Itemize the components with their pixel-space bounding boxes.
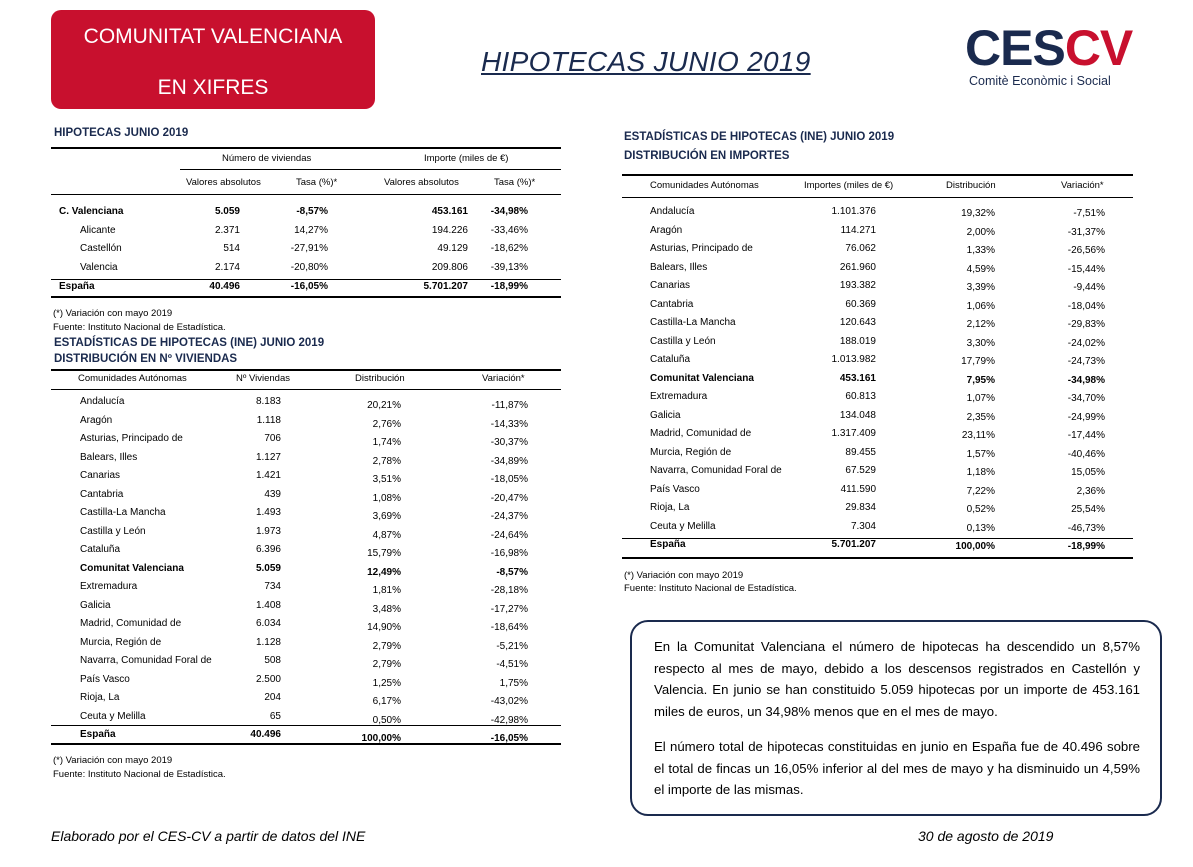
- viviendas-value: 2.174: [214, 262, 240, 273]
- variation-value: -24,99%: [1067, 412, 1105, 423]
- table1-col-2: Tasa (%)*: [296, 177, 338, 188]
- row-label: Ceuta y Melilla: [80, 711, 146, 722]
- table3-note: (*) Variación con mayo 2019: [624, 570, 744, 581]
- row-label: España: [650, 539, 686, 550]
- importe-value: 209.806: [431, 262, 468, 273]
- table1-top-rule: [51, 147, 561, 149]
- table2-source: Fuente: Instituto Nacional de Estadística.: [53, 769, 226, 780]
- importe-value: 29.834: [845, 502, 876, 513]
- importe-value: 120.643: [839, 317, 876, 328]
- importe-value: 193.382: [839, 280, 876, 291]
- banner-line-1: COMUNITAT VALENCIANA: [83, 25, 343, 48]
- table1-col-3: Valores absolutos: [384, 177, 459, 188]
- table1-group-rule: [180, 169, 561, 170]
- variation-value: -30,37%: [490, 437, 528, 448]
- table2-col-3: Distribución: [355, 373, 405, 384]
- importe-value: 453.161: [431, 206, 468, 217]
- row-label: Asturias, Principado de: [650, 243, 753, 254]
- viviendas-value: 8.183: [255, 396, 281, 407]
- table1-col-1: Valores absolutos: [186, 177, 261, 188]
- table1-title: HIPOTECAS JUNIO 2019: [54, 127, 189, 139]
- row-label: Cataluña: [80, 544, 121, 555]
- row-label: Murcia, Región de: [650, 447, 732, 458]
- variation-value: -18,04%: [1067, 301, 1105, 312]
- row-label: Aragón: [80, 415, 113, 426]
- importe-value: 7.304: [850, 521, 876, 532]
- importe-rate: -34,98%: [490, 206, 528, 217]
- importe-value: 1.101.376: [831, 206, 876, 217]
- importe-value: 134.048: [839, 410, 876, 421]
- variation-value: -14,33%: [490, 419, 528, 430]
- distribution-value: 100,00%: [955, 541, 995, 552]
- distribution-value: 2,79%: [372, 641, 401, 652]
- table3-col-3: Distribución: [946, 180, 996, 191]
- viviendas-value: 5.059: [255, 563, 281, 574]
- distribution-value: 0,52%: [966, 504, 995, 515]
- viviendas-rate: -16,05%: [290, 281, 328, 292]
- variation-value: -16,05%: [490, 733, 528, 744]
- variation-value: -24,37%: [490, 511, 528, 522]
- table2-total-rule: [51, 725, 561, 726]
- importe-value: 188.019: [839, 336, 876, 347]
- table2-top-rule: [51, 369, 561, 371]
- row-label: Murcia, Región de: [80, 637, 162, 648]
- importe-value: 453.161: [839, 373, 876, 384]
- summary-paragraph-2: El número total de hipotecas constituidas en junio en España fue de 40.496 sobre el total de fincas un 16,05% inferior al del mes de mayo y ha disminuido un 4,59% el importe de las mismas.: [654, 739, 1140, 797]
- viviendas-value: 508: [264, 655, 281, 666]
- variation-value: -18,99%: [1067, 541, 1105, 552]
- table2-col-1: Comunidades Autónomas: [78, 373, 187, 384]
- distribution-value: 14,90%: [367, 622, 401, 633]
- importe-value: 76.062: [845, 243, 876, 254]
- logo-cv: CV: [1064, 20, 1133, 76]
- viviendas-value: 40.496: [209, 281, 240, 292]
- distribution-value: 2,78%: [372, 456, 401, 467]
- distribution-value: 6,17%: [372, 696, 401, 707]
- table3-source: Fuente: Instituto Nacional de Estadística.: [624, 583, 797, 594]
- table1-total-rule: [51, 279, 561, 280]
- viviendas-value: 1.408: [255, 600, 281, 611]
- variation-value: 25,54%: [1071, 504, 1105, 515]
- table1-bottom-rule: [51, 296, 561, 298]
- row-label: Alicante: [80, 225, 116, 236]
- distribution-value: 20,21%: [367, 400, 401, 411]
- distribution-value: 3,51%: [372, 474, 401, 485]
- table1-note: (*) Variación con mayo 2019: [53, 308, 173, 319]
- importe-value: 411.590: [840, 484, 876, 495]
- distribution-value: 1,57%: [966, 449, 995, 460]
- logo-subtitle: Comitè Econòmic i Social: [969, 74, 1111, 88]
- row-label: Castellón: [80, 243, 122, 254]
- table2-col-4: Variación*: [482, 373, 525, 384]
- distribution-value: 1,07%: [966, 393, 995, 404]
- variation-value: -17,44%: [1067, 430, 1105, 441]
- variation-value: -7,51%: [1073, 208, 1105, 219]
- viviendas-value: 2.371: [214, 225, 240, 236]
- distribution-value: 2,76%: [372, 419, 401, 430]
- row-label: Extremadura: [80, 581, 138, 592]
- row-label: España: [80, 729, 116, 740]
- viviendas-value: 734: [264, 581, 281, 592]
- table2-bottom-rule: [51, 743, 561, 745]
- variation-value: -43,02%: [490, 696, 528, 707]
- variation-value: -34,89%: [490, 456, 528, 467]
- table3-title: ESTADÍSTICAS DE HIPOTECAS (INE) JUNIO 2019: [624, 131, 895, 143]
- table1-header-rule: [51, 194, 561, 195]
- viviendas-value: 2.500: [255, 674, 281, 685]
- distribution-value: 4,87%: [372, 530, 401, 541]
- importe-value: 67.529: [845, 465, 876, 476]
- importe-rate: -33,46%: [490, 225, 528, 236]
- variation-value: -4,51%: [496, 659, 528, 670]
- row-label: Canarias: [80, 470, 121, 481]
- row-label: Andalucía: [80, 396, 125, 407]
- variation-value: -5,21%: [496, 641, 528, 652]
- row-label: Galicia: [80, 600, 111, 611]
- row-label: Castilla y León: [80, 526, 146, 537]
- importe-value: 5.701.207: [831, 539, 876, 550]
- viviendas-value: 5.059: [214, 206, 240, 217]
- row-label: España: [59, 281, 95, 292]
- row-label: País Vasco: [650, 484, 700, 495]
- table3-header-rule: [622, 197, 1133, 198]
- importe-value: 114.271: [840, 225, 876, 236]
- variation-value: -18,05%: [490, 474, 528, 485]
- importe-value: 5.701.207: [423, 281, 468, 292]
- row-label: Galicia: [650, 410, 681, 421]
- distribution-value: 100,00%: [361, 733, 401, 744]
- row-label: Ceuta y Melilla: [650, 521, 716, 532]
- row-label: Castilla y León: [650, 336, 716, 347]
- viviendas-rate: -27,91%: [290, 243, 328, 254]
- distribution-value: 2,00%: [966, 227, 995, 238]
- row-label: Navarra, Comunidad Foral de: [650, 465, 782, 476]
- row-label: Rioja, La: [80, 692, 120, 703]
- variation-value: -11,87%: [491, 400, 528, 411]
- variation-value: -15,44%: [1067, 264, 1105, 275]
- variation-value: -31,37%: [1067, 227, 1105, 238]
- viviendas-rate: -20,80%: [290, 262, 328, 273]
- row-label: Madrid, Comunidad de: [650, 428, 752, 439]
- row-label: Castilla-La Mancha: [650, 317, 736, 328]
- distribution-value: 1,06%: [966, 301, 995, 312]
- distribution-value: 7,22%: [966, 486, 995, 497]
- row-label: Extremadura: [650, 391, 708, 402]
- distribution-value: 19,32%: [961, 208, 995, 219]
- row-label: Canarias: [650, 280, 691, 291]
- variation-value: -34,98%: [1067, 375, 1105, 386]
- distribution-value: 2,35%: [966, 412, 995, 423]
- importe-value: 1.317.409: [831, 428, 876, 439]
- row-label: Aragón: [650, 225, 683, 236]
- distribution-value: 3,30%: [966, 338, 995, 349]
- viviendas-rate: 14,27%: [294, 225, 328, 236]
- page-title: HIPOTECAS JUNIO 2019: [481, 46, 811, 77]
- variation-value: -28,18%: [490, 585, 528, 596]
- importe-value: 60.369: [845, 299, 876, 310]
- variation-value: -8,57%: [496, 567, 528, 578]
- table3-bottom-rule: [622, 557, 1133, 559]
- distribution-value: 7,95%: [966, 375, 995, 386]
- distribution-value: 3,39%: [966, 282, 995, 293]
- variation-value: -42,98%: [490, 715, 528, 726]
- distribution-value: 23,11%: [961, 430, 995, 441]
- viviendas-value: 439: [264, 489, 281, 500]
- row-label: Andalucía: [650, 206, 695, 217]
- importe-rate: -18,62%: [490, 243, 528, 254]
- row-label: País Vasco: [80, 674, 130, 685]
- row-label: Balears, Illes: [650, 262, 708, 273]
- row-label: Rioja, La: [650, 502, 690, 513]
- row-label: Asturias, Principado de: [80, 433, 183, 444]
- viviendas-value: 1.128: [255, 637, 281, 648]
- row-label: Comunitat Valenciana: [80, 563, 184, 574]
- region-banner: [51, 10, 375, 109]
- variation-value: 2,36%: [1076, 486, 1105, 497]
- distribution-value: 1,18%: [966, 467, 995, 478]
- distribution-value: 2,79%: [372, 659, 401, 670]
- table2-title: ESTADÍSTICAS DE HIPOTECAS (INE) JUNIO 2019: [54, 337, 325, 349]
- viviendas-value: 1.973: [255, 526, 281, 537]
- variation-value: -20,47%: [490, 493, 528, 504]
- logo-ces: CES: [965, 20, 1065, 76]
- row-label: Balears, Illes: [80, 452, 138, 463]
- distribution-value: 0,50%: [372, 715, 401, 726]
- footer-credit: Elaborado por el CES-CV a partir de datos del INE: [51, 828, 366, 844]
- viviendas-value: 1.493: [255, 507, 281, 518]
- viviendas-value: 204: [264, 692, 281, 703]
- variation-value: 15,05%: [1071, 467, 1105, 478]
- variation-value: -46,73%: [1067, 523, 1105, 534]
- viviendas-value: 706: [264, 433, 281, 444]
- table2-header-rule: [51, 389, 561, 390]
- row-label: Madrid, Comunidad de: [80, 618, 182, 629]
- row-label: Cantabria: [80, 489, 124, 500]
- importe-value: 49.129: [437, 243, 468, 254]
- viviendas-value: 514: [223, 243, 240, 254]
- importe-rate: -18,99%: [490, 281, 528, 292]
- importe-value: 60.813: [845, 391, 876, 402]
- table2-subtitle: DISTRIBUCIÓN EN Nº VIVIENDAS: [54, 353, 238, 365]
- distribution-value: 1,25%: [372, 678, 401, 689]
- importe-value: 261.960: [839, 262, 876, 273]
- distribution-value: 12,49%: [367, 567, 401, 578]
- importe-value: 1.013.982: [831, 354, 876, 365]
- viviendas-value: 6.034: [255, 618, 281, 629]
- row-label: Comunitat Valenciana: [650, 373, 754, 384]
- variation-value: -17,27%: [490, 604, 528, 615]
- distribution-value: 1,81%: [372, 585, 401, 596]
- variation-value: -34,70%: [1067, 393, 1105, 404]
- table3-col-2: Importes (miles de €): [804, 180, 894, 191]
- row-label: Cantabria: [650, 299, 694, 310]
- distribution-value: 1,08%: [372, 493, 401, 504]
- viviendas-rate: -8,57%: [296, 206, 328, 217]
- importe-value: 89.455: [845, 447, 876, 458]
- row-label: Navarra, Comunidad Foral de: [80, 655, 212, 666]
- table1-group-importe: Importe (miles de €): [424, 153, 509, 164]
- variation-value: -24,73%: [1067, 356, 1105, 367]
- row-label: C. Valenciana: [59, 206, 124, 217]
- viviendas-value: 65: [269, 711, 281, 722]
- banner-line-2: EN XIFRES: [157, 76, 269, 99]
- table1-source: Fuente: Instituto Nacional de Estadística.: [53, 322, 226, 333]
- viviendas-value: 40.496: [250, 729, 281, 740]
- variation-value: 1,75%: [499, 678, 528, 689]
- row-label: Cataluña: [650, 354, 691, 365]
- viviendas-value: 6.396: [255, 544, 281, 555]
- variation-value: -29,83%: [1067, 319, 1105, 330]
- distribution-value: 4,59%: [966, 264, 995, 275]
- viviendas-value: 1.127: [255, 452, 281, 463]
- row-label: Castilla-La Mancha: [80, 507, 166, 518]
- variation-value: -24,64%: [490, 530, 528, 541]
- distribution-value: 15,79%: [367, 548, 401, 559]
- table2-col-2: Nº Viviendas: [236, 373, 290, 384]
- table3-total-rule: [622, 538, 1133, 539]
- distribution-value: 17,79%: [961, 356, 995, 367]
- variation-value: -18,64%: [490, 622, 528, 633]
- table1-group-viviendas: Número de viviendas: [222, 153, 312, 164]
- distribution-value: 0,13%: [966, 523, 995, 534]
- distribution-value: 3,69%: [372, 511, 401, 522]
- distribution-value: 1,74%: [372, 437, 401, 448]
- table3-subtitle: DISTRIBUCIÓN EN IMPORTES: [624, 150, 790, 162]
- viviendas-value: 1.421: [255, 470, 281, 481]
- table3-col-4: Variación*: [1061, 180, 1104, 191]
- distribution-value: 3,48%: [372, 604, 401, 615]
- footer-date: 30 de agosto de 2019: [918, 828, 1054, 844]
- summary-box: [630, 620, 1162, 816]
- distribution-value: 1,33%: [966, 245, 995, 256]
- importe-rate: -39,13%: [490, 262, 528, 273]
- table2-note: (*) Variación con mayo 2019: [53, 755, 173, 766]
- variation-value: -26,56%: [1067, 245, 1105, 256]
- variation-value: -9,44%: [1073, 282, 1105, 293]
- table3-top-rule: [622, 174, 1133, 176]
- row-label: Valencia: [80, 262, 118, 273]
- importe-value: 194.226: [431, 225, 468, 236]
- variation-value: -24,02%: [1067, 338, 1105, 349]
- table3-col-1: Comunidades Autónomas: [650, 180, 759, 191]
- distribution-value: 2,12%: [966, 319, 995, 330]
- ces-cv-logo: [965, 20, 1145, 95]
- viviendas-value: 1.118: [256, 415, 281, 426]
- summary-paragraph-1: En la Comunitat Valenciana el número de hipotecas ha descendido un 8,57% respecto al mes de mayo, debido a los descensos registrados en Castellón y Valencia. En junio se han constituido 5.059 hipotecas por un importe de 453.161 miles de euros, un 34,98% menos que en el mes de mayo.: [654, 639, 1140, 719]
- variation-value: -16,98%: [490, 548, 528, 559]
- variation-value: -40,46%: [1067, 449, 1105, 460]
- table1-col-4: Tasa (%)*: [494, 177, 536, 188]
